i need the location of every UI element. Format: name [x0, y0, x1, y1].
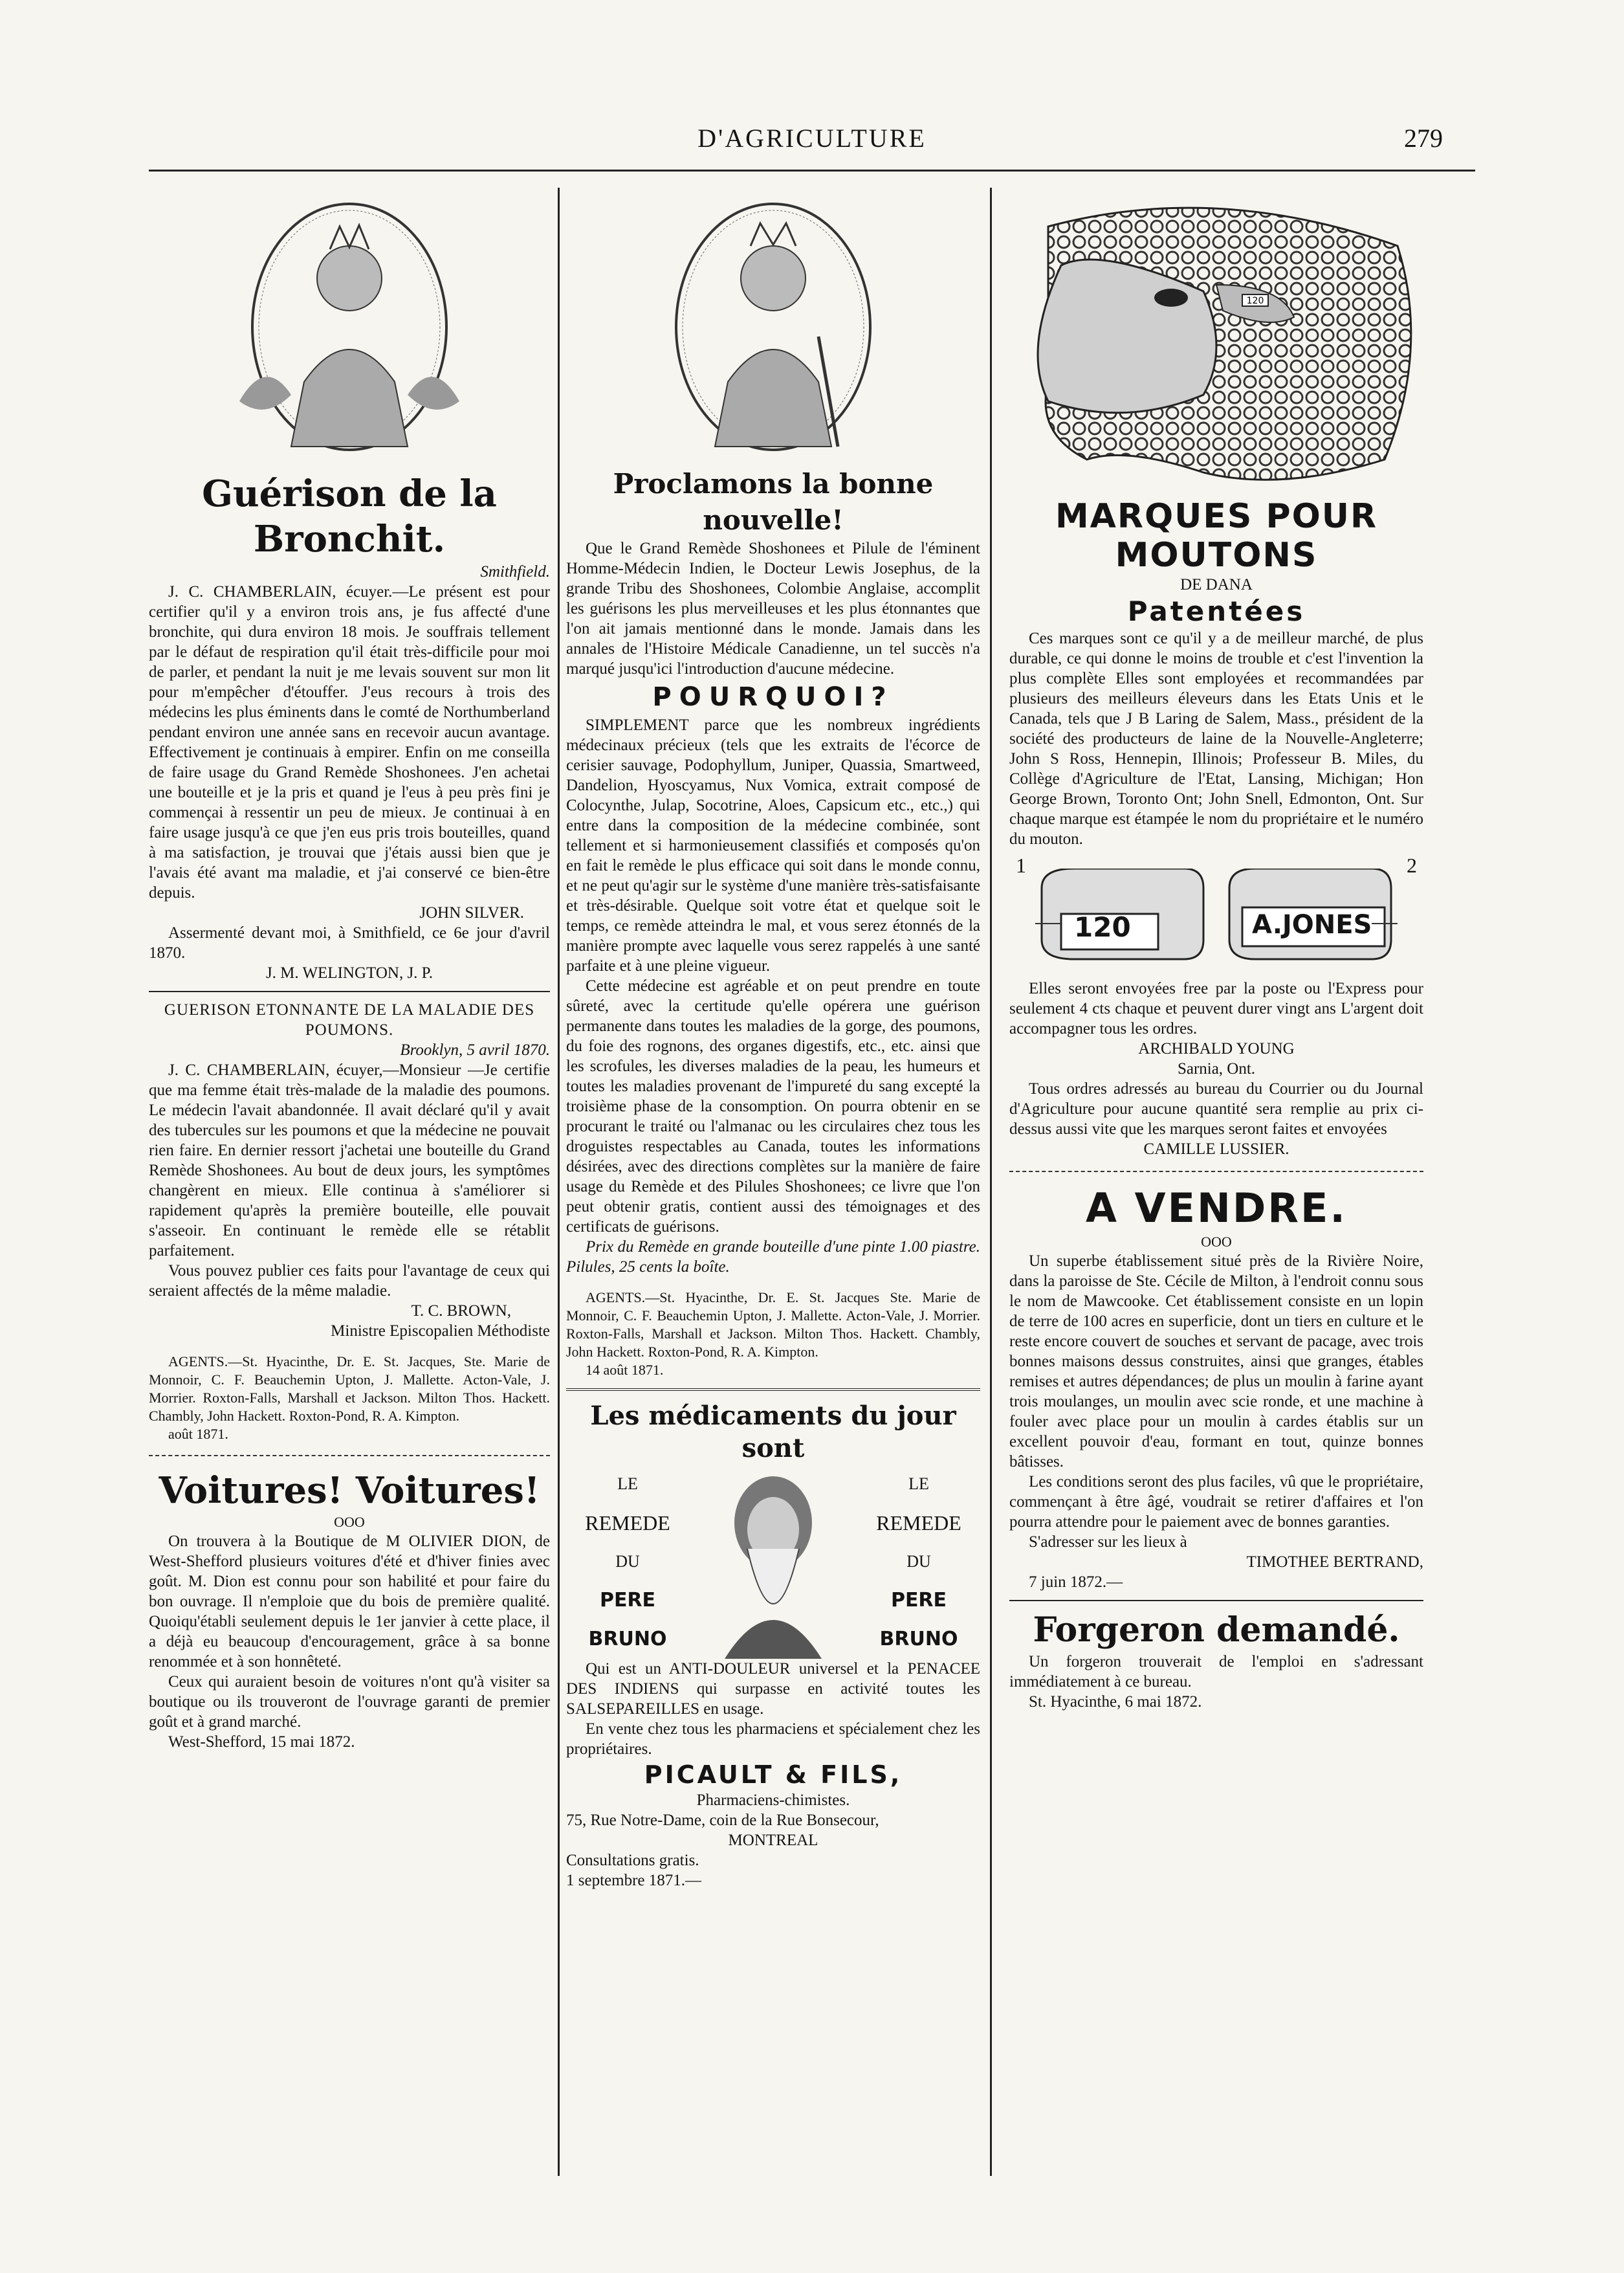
picault-date: 1 septembre 1871.— — [566, 1872, 701, 1889]
vendre-paragraph-1: Un superbe établissement situé près de la Rivière Noire, dans la paroisse de Ste. Cécile de Milton, à l'endroit connu sous le nom de Mawcooke. Cet établissement consiste en un lopin de terre de 100 acres en superficie, dont un tiers en culture et le reste encore couvert de souches et servant de pacage, avec trois bonnes maisons dessus construites, ainsi que granges, étables remises et autres dépendances; de plus un moulin à farine ayant trois moulanges, un moulin avec scie ronde, et une machine à fouler avec place pour un moulin à cardes établis sur un excellent pouvoir d'eau, formant en tout, quinze bonnes bâtisses. — [1009, 1252, 1423, 1470]
dashed-rule — [149, 1455, 550, 1456]
signature-brown: T. C. BROWN, — [411, 1302, 511, 1320]
double-rule — [566, 1388, 980, 1391]
voitures-paragraph-1: On trouvera à la Boutique de M OLIVIER DION, de West-Shefford plusieurs voitures d'été et d'hiver finies avec goût. M. Dion est connu pour son habilité et pour faire du bon ouvrage. Il n'emploie que du bois de première qualité. Quoiqu'établi seulement depuis le 1er janvier à cette place, il a déjà eu beaucoup d'encouragement, grâce à sa bonne renommée et à son honnêteté. — [149, 1533, 550, 1670]
sheep-head-engraving — [1009, 188, 1423, 492]
pere-bruno-ad — [566, 1465, 980, 1659]
figure-2-label: 2 — [1407, 854, 1417, 877]
pere-bruno-right: LE REMEDE DU PERE BRUNO — [876, 1474, 961, 1650]
vendre-paragraph-3: S'adresser sur les lieux à — [1029, 1533, 1187, 1551]
vendre-paragraph-2: Les conditions seront des plus faciles, vû que le propriétaire, commençant à être âgé, voudrait se retirer d'affaires et l'on pourra attendre pour le paiement avec de bonnes garanties. — [1009, 1473, 1423, 1531]
price-line: Prix du Remède en grande bouteille d'une pinte 1.00 piastre. Pilules, 25 cents la boîte. — [566, 1238, 980, 1276]
indian-portrait-engraving — [201, 188, 498, 466]
column-2 — [566, 188, 980, 2176]
voitures-separator: OOO — [334, 1514, 365, 1530]
column-1 — [149, 188, 550, 2176]
pourquoi-paragraph: SIMPLEMENT parce que les nombreux ingrédients médecinaux précieux (tels que les extraits de l'écorce de cerisier sauvage, Podophyllum, Juniper, Quassia, Smartweed, Dandelion, Hyoscyamus, Nux Vomica, extrait composé de Colocynthe, Julap, Socotrine, Aloes, Capsicum etc., etc.,) qui entre dans la composition de la médecine combinée, sont tellement et si harmonieusement classifiés et composés qu'on en fait le remède le plus efficace qui soit dans le monde connu, et ne peut qu'agir sur le système d'une manière très-satisfaisante et très-désirable. Quelque soit votre état et quelque soit le temps, ce remède atteindra le mal, et vous serez étonnés de la manière prompte avec laquelle vous serez rappelés à une santé parfaite et à une pleine vigueur. — [566, 716, 980, 975]
voitures-paragraph-2: Ceux qui auraient besoin de voitures n'ont qu'à visiter sa boutique ou ils trouveront de l'ouvrage garanti de premier goût et à grand marché. — [149, 1673, 550, 1731]
ear-tag-illustration — [1009, 856, 1423, 972]
signature-john-silver: JOHN SILVER. — [419, 904, 524, 922]
signature-brown-title: Ministre Episcopalien Méthodiste — [331, 1322, 550, 1340]
forgeron-date: St. Hyacinthe, 6 mai 1872. — [1029, 1693, 1202, 1711]
proclamons-paragraph: Que le Grand Remède Shoshonees et Pilule de l'éminent Homme-Médecin Indien, le Docteur Lewis Josephus, de la grande Tribu des Shoshonees, Colombie Anglaise, accomplit les guérisons les plus merveilleuses et les plus étonnantes que l'on ait jamais mentionné dans le monde. Jamais dans les annales de l'Histoire Médicale Canadienne, un tel succès n'a marqué jusqu'ici l'introduction d'aucune médecine. — [566, 540, 980, 678]
anti-douleur-paragraph: Qui est un ANTI-DOULEUR universel et la PENACEE DES INDIENS qui surpasse en activité toutes les SALSEPAREILLES en usage. — [566, 1660, 980, 1718]
signature-sarnia: Sarnia, Ont. — [1177, 1060, 1256, 1078]
picault-city: MONTREAL — [728, 1832, 818, 1849]
medicaments-heading: Les médicaments du jour sont — [590, 1401, 956, 1463]
picault-address: 75, Rue Notre-Dame, coin de la Rue Bonsecour, — [566, 1812, 879, 1829]
testimonial-paragraph-2: J. C. CHAMBERLAIN, écuyer,—Monsieur —Je certifie que ma femme était très-malade de la maladie des poumons. Le médecin l'avait abandonnée. Il avait déclaré qu'il y avait des tubercules sur les poumons et que la médecine ne pouvait rien faire. En dernier ressort j'achetai une bouteille du Grand Remède Shoshonees. Au bout de deux jours, les symptômes changèrent en mieux. Elle continua à s'améliorer si rapidement qu'après la première bouteille, elle pouvait s'asseoir. En continuant le remède elle se rétablit parfaitement. — [149, 1061, 550, 1259]
header-rule — [149, 170, 1475, 172]
section-rule — [149, 991, 550, 992]
agents-list-2: AGENTS.—St. Hyacinthe, Dr. E. St. Jacques Ste. Marie de Monnoir, C. F. Beauchemin Upton, J. Mallette. Acton-Vale, J. Morrier. Roxton-Falls, Marshall et Jackson. Milton Thos. Hackett. Chambly, John Hackett. Roxton-Pond, R. A. Kimpton. — [566, 1289, 980, 1360]
ear-tag-number: 120 — [1074, 911, 1131, 943]
oath-line: Assermenté devant moi, à Smithfield, ce 6e jour d'avril 1870. — [149, 924, 550, 962]
picault-firm: PICAULT & FILS, — [644, 1760, 903, 1789]
vendre-heading: A VENDRE. — [1086, 1184, 1347, 1232]
place-brooklyn: Brooklyn, 5 avril 1870. — [400, 1041, 550, 1059]
voitures-date: West-Shefford, 15 mai 1872. — [168, 1733, 355, 1751]
ear-tag-name: A.JONES — [1252, 910, 1372, 940]
running-head: D'AGRICULTURE — [697, 124, 927, 153]
lung-heading: GUERISON ETONNANTE DE LA MALADIE DES POUMONS. — [164, 1001, 535, 1039]
consult-line: Consultations gratis. — [566, 1852, 699, 1869]
signature-lussier: CAMILLE LUSSIER. — [1143, 1140, 1289, 1158]
voitures-heading: Voitures! Voitures! — [159, 1469, 540, 1512]
signature-bertrand: TIMOTHEE BERTRAND, — [1246, 1553, 1423, 1571]
signature-archibald: ARCHIBALD YOUNG — [1138, 1040, 1295, 1058]
testimonial-paragraph-1: J. C. CHAMBERLAIN, écuyer.—Le présent est pour certifier qu'il y a environ trois ans, je fus affecté d'une bronchite, qui dura environ 18 mois. Je souffrais tellement par le défaut de respiration qu'il était très-difficile pour moi de parler, et pendant la nuit je me levais souvent sur mon lit pour m'empêcher d'étouffer. J'eus recours à trois des médecins les plus éminents dans le comté de Northumberland pendant environ une année sans en recevoir aucun avantage. Effectivement je continuais à empirer. Enfin on me conseilla de faire usage du Grand Remède Shoshonees. J'en achetai une bouteille et je la pris et quand je l'eus à peu près fini je commençai à ressentir un peu de mieux. Je continuai à en faire usage jusqu'à ce que j'en eus pris trois bouteilles, quand à ma satisfaction, je trouvai que j'étais aussi bien que je l'avais été avant ma maladie, et j'ai conservé ce bien-être depuis. — [149, 583, 550, 902]
forgeron-paragraph: Un forgeron trouverait de l'emploi en s'adressant immédiatement à ce bureau. — [1009, 1653, 1423, 1691]
sheep-ear-tag: 120 — [1246, 296, 1264, 306]
pere-bruno-portrait — [705, 1465, 841, 1659]
marques-sub: DE DANA — [1180, 576, 1253, 593]
section-rule-3 — [1009, 1600, 1423, 1601]
picault-subtitle: Pharmaciens-chimistes. — [696, 1791, 850, 1809]
vendre-date: 7 juin 1872.— — [1029, 1573, 1123, 1591]
indian-medicine-man-engraving — [624, 188, 922, 466]
column-divider-2 — [990, 188, 992, 2176]
signature-welington: J. M. WELINGTON, J. P. — [265, 964, 433, 982]
marques-paragraph: Ces marques sont ce qu'il y a de meilleur marché, de plus durable, ce qui donne le moins de trouble et c'est l'invention la plus complète Elles sont employées et recommandées par plusieurs des meilleurs éleveurs dans les Etats Unis et le Canada, tels que J B Laring de Salem, Mass., président de la société des producteurs de laine de la Nouvelle-Angleterre; John S Ross, Hennepin, Illinois; Professeur B. Miles, du Collège d'Agriculture de l'Etat, Lansing, Michigan; Hon George Brown, Toronto Ont; John Snell, Edmonton, Ont. Sur chaque marque est étampée le nom du propriétaire et le numéro du mouton. — [1009, 630, 1423, 848]
forgeron-heading: Forgeron demandé. — [1033, 1610, 1400, 1650]
patentees-heading: Patentées — [1127, 595, 1306, 627]
proclamons-heading: Proclamons la bonne nouvelle! — [613, 468, 934, 536]
column-divider-1 — [558, 188, 560, 2176]
agents-list-1: AGENTS.—St. Hyacinthe, Dr. E. St. Jacques, Ste. Marie de Monnoir, C. F. Beauchemin Upton, J. Mallette. Acton-Vale, J. Morrier. Roxton-Falls, Marshall et Jackson. Milton Thos. Hackett. Chambly, John Hackett. Roxton-Pond, R. A. Kimpton. — [149, 1353, 550, 1424]
vente-paragraph: En vente chez tous les pharmaciens et spécialement chez les propriétaires. — [566, 1720, 980, 1758]
agents-date-1: août 1871. — [168, 1426, 228, 1442]
page-number: 279 — [1404, 124, 1443, 153]
place-smithfield: Smithfield. — [480, 563, 550, 581]
bronchitis-heading: Guérison de la Bronchit. — [202, 472, 497, 560]
dashed-rule-2 — [1009, 1171, 1423, 1172]
envoi-paragraph: Elles seront envoyées free par la poste ou l'Express pour seulement 4 cts chaque et peuvent durer vingt ans L'argent doit accompagner tous les ordres. — [1009, 980, 1423, 1037]
figure-1-label: 1 — [1016, 854, 1026, 877]
vendre-separator: OOO — [1201, 1234, 1232, 1250]
pourquoi-heading: POURQUOI? — [652, 682, 894, 712]
pere-bruno-left: LE REMEDE DU PERE BRUNO — [585, 1474, 670, 1650]
ordres-paragraph: Tous ordres adressés au bureau du Courrier ou du Journal d'Agriculture pour aucune quantité sera remplie au prix ci-dessus aussi vite que les marques seront faites et envoyées — [1009, 1080, 1423, 1138]
medecine-paragraph: Cette médecine est agréable et on peut prendre en toute sûreté, avec la certitude qu'elle opérera une guérison permanente dans toutes les maladies de la gorge, des poumons, du foie des rognons, des organes digestifs, etc., etc. ainsi que les scrofules, les diverses maladies de la peau, les humeurs et toutes les maladies provenant de l'impureté du sang excepté la troisième phase de la consomption. On pourra obtenir en se procurant le traité ou l'almanac ou les circulaires chez tous les droguistes respectables au Canada, toutes les informations désirées, avec des directions complètes sur la manière de faire usage du Remède et des Pilules Shoshonees; ce livre que l'on peut obtenir gratis, contient aussi des témoignages et des certificats de guérisons. — [566, 977, 980, 1236]
testimonial-paragraph-3: Vous pouvez publier ces faits pour l'avantage de ceux qui seraient affectés de la même maladie. — [149, 1262, 550, 1300]
marques-heading: MARQUES POUR MOUTONS — [1055, 497, 1378, 575]
agents-date-2: 14 août 1871. — [586, 1362, 664, 1378]
column-3 — [1009, 188, 1423, 2176]
